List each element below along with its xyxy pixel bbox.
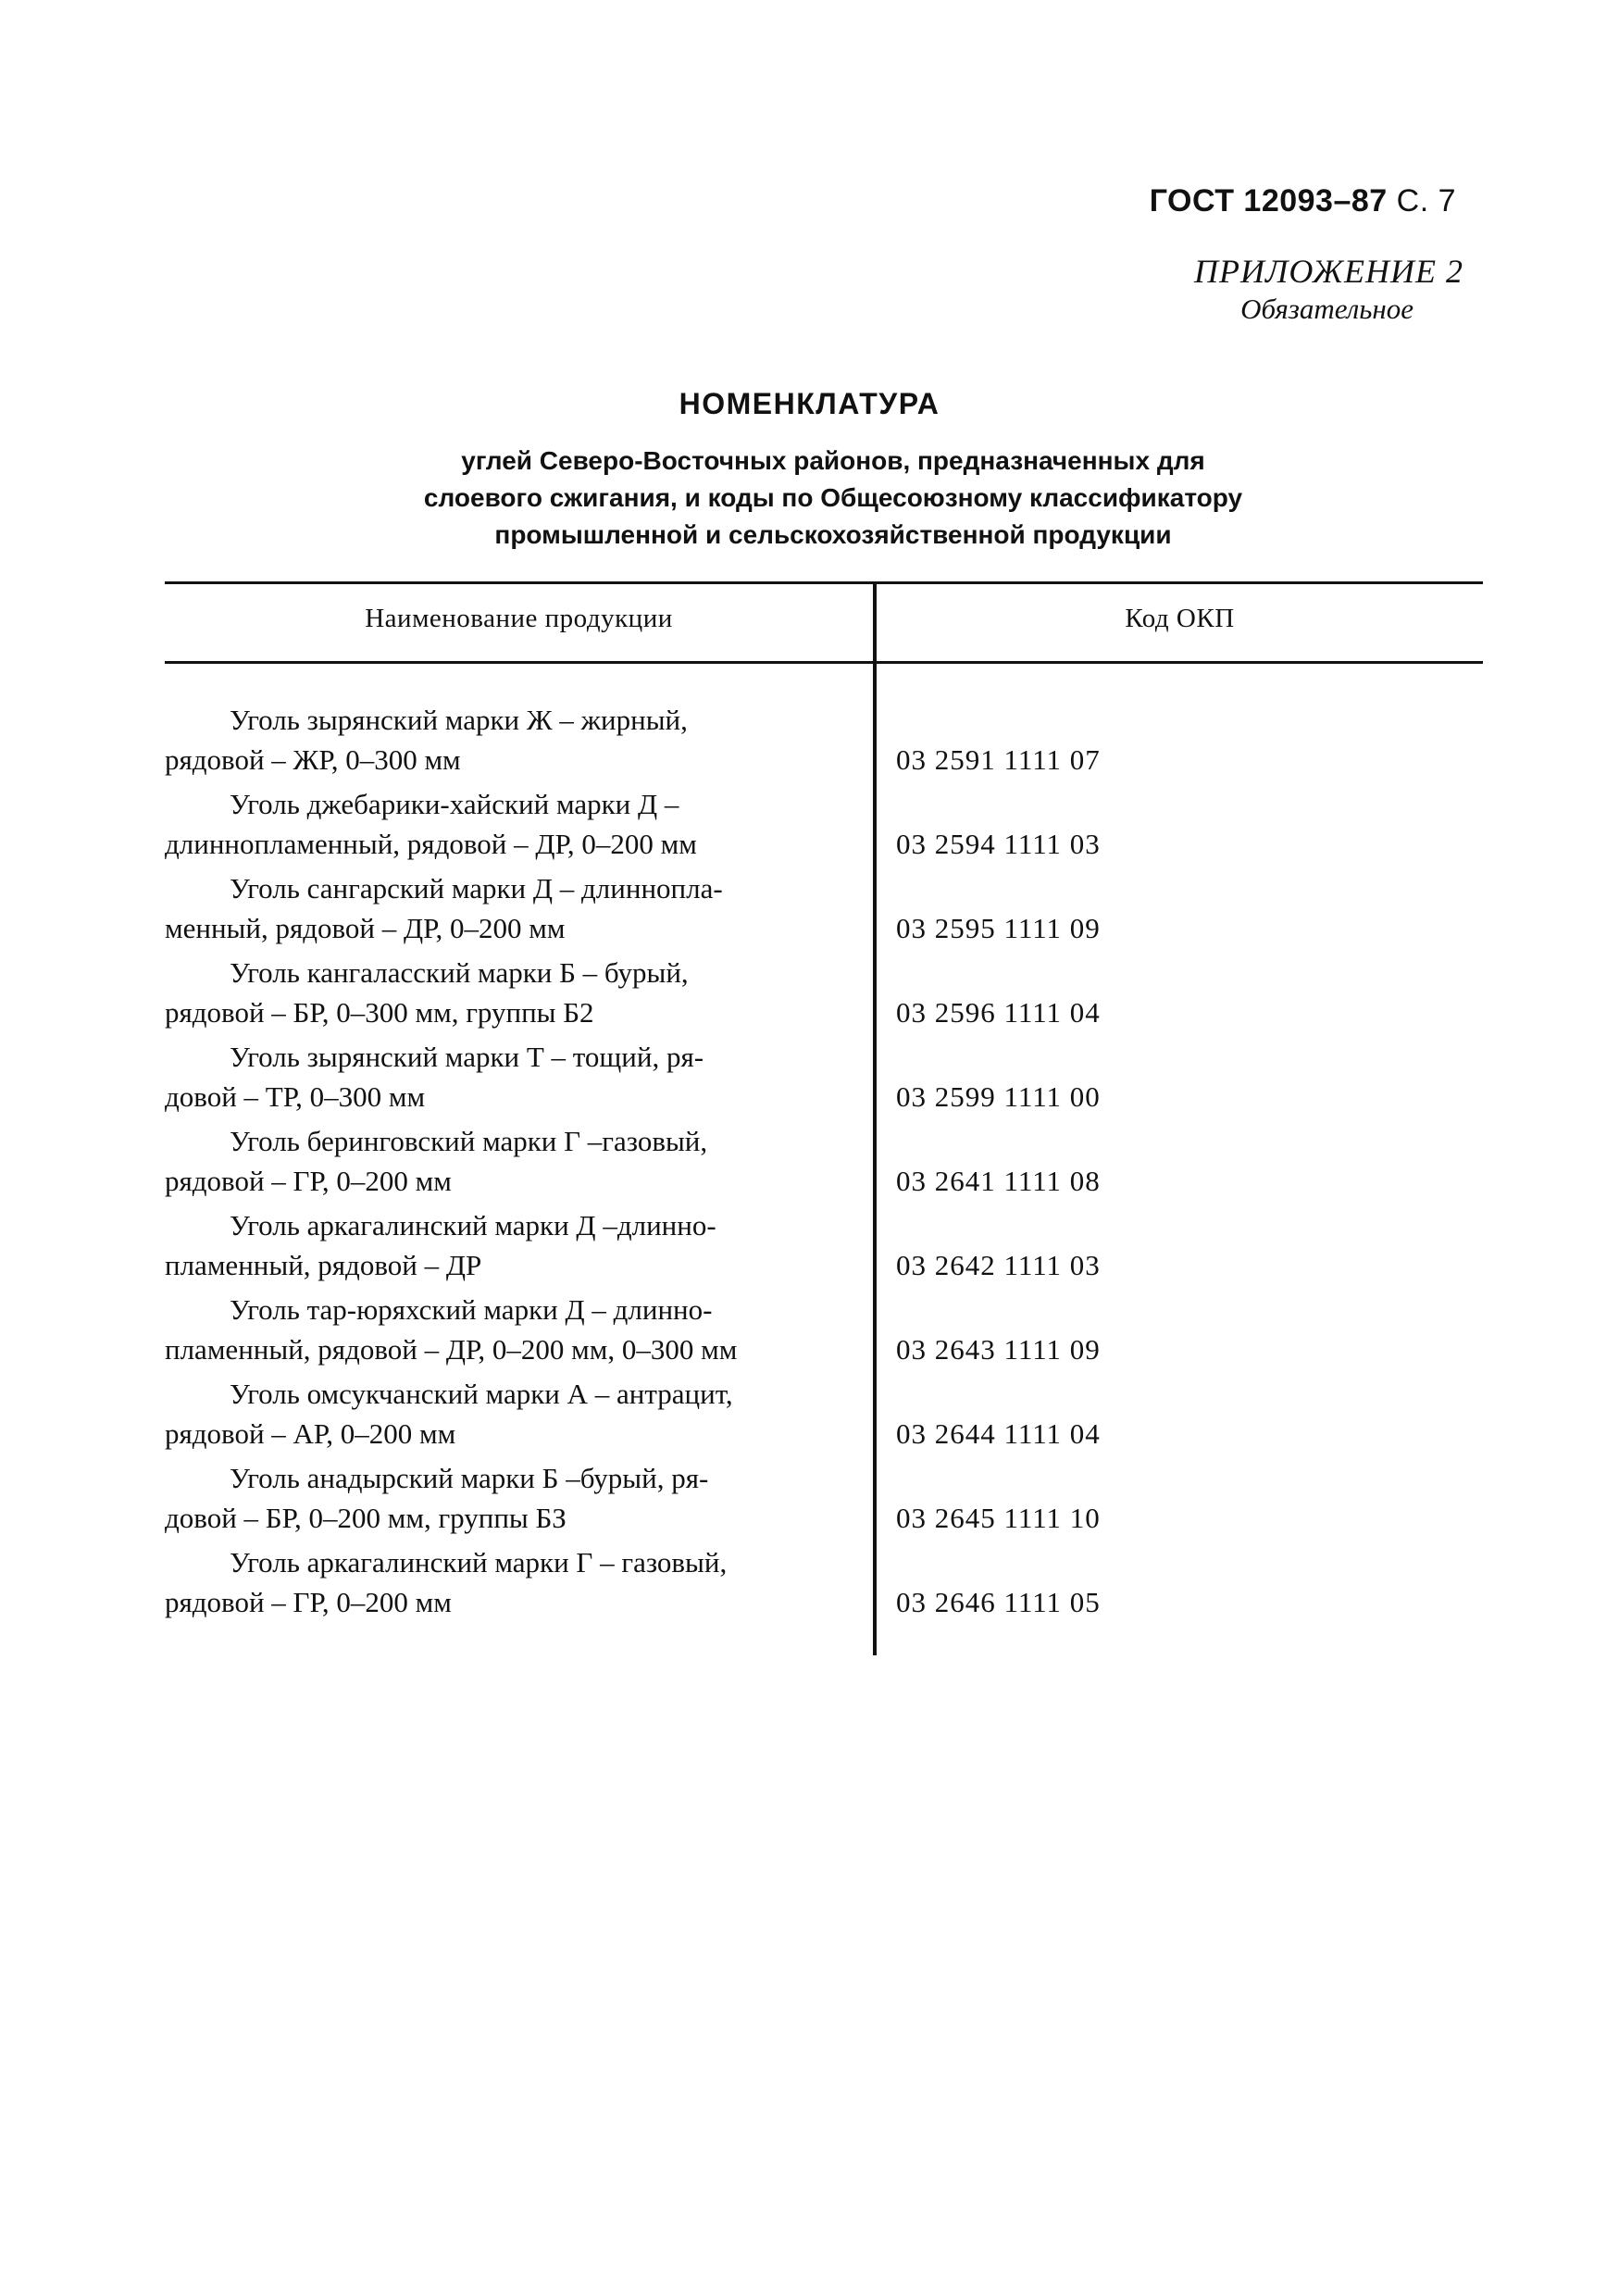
product-name-line: рядовой – ГР, 0–200 мм (165, 1586, 452, 1618)
product-name-line: рядовой – БР, 0–300 мм, группы Б2 (165, 996, 594, 1029)
table-top-rule (165, 581, 1483, 584)
okp-code-cell: 03 2599 1111 00 (896, 1080, 1101, 1113)
product-name-line: пламенный, рядовой – ДР, 0–200 мм, 0–300 мм (165, 1333, 738, 1366)
okp-code-cell: 03 2596 1111 04 (896, 996, 1101, 1029)
product-name-cell (165, 1542, 864, 1622)
product-name-cell (165, 1037, 864, 1117)
appendix-title: ПРИЛОЖЕНИЕ 2 (1194, 253, 1463, 290)
table-row (165, 1205, 1483, 1283)
okp-code-cell: 03 2594 1111 03 (896, 828, 1101, 860)
okp-code-cell: 03 2591 1111 07 (896, 743, 1101, 776)
table-row (165, 1290, 1483, 1367)
document-title: НОМЕНКЛАТУРА (679, 387, 940, 420)
table-row (165, 1121, 1483, 1199)
product-name-cell (165, 784, 864, 864)
product-name-cell (165, 953, 864, 1032)
appendix-subtitle: Обязательное (1240, 293, 1414, 325)
product-name-line: Уголь омсукчанский марки А – антрацит, (230, 1378, 733, 1410)
product-name-cell (165, 1290, 864, 1369)
product-name-line: довой – БР, 0–200 мм, группы БЗ (165, 1502, 567, 1534)
product-name-line: рядовой – АР, 0–200 мм (165, 1417, 456, 1450)
table-header-rule (165, 661, 1483, 664)
product-name-cell (165, 1458, 864, 1538)
okp-code-cell: 03 2646 1111 05 (896, 1586, 1101, 1618)
table-row (165, 1037, 1483, 1115)
product-name-line: пламенный, рядовой – ДР (165, 1249, 482, 1281)
table-row (165, 784, 1483, 862)
product-name-line: рядовой – ЖР, 0–300 мм (165, 743, 461, 776)
product-name-cell (165, 868, 864, 948)
product-name-line: довой – ТР, 0–300 мм (165, 1080, 426, 1113)
okp-code-cell: 03 2645 1111 10 (896, 1502, 1101, 1534)
table-row (165, 953, 1483, 1030)
column-header-okp-code: Код ОКП (1125, 604, 1235, 633)
column-header-product-name: Наименование продукции (365, 604, 673, 633)
document-subtitle (278, 443, 1389, 554)
product-name-line: Уголь зырянский марки Т – тощий, ря- (230, 1041, 704, 1073)
table-row (165, 1374, 1483, 1452)
product-name-line: Уголь сангарский марки Д – длиннопла- (230, 872, 723, 905)
table-row (165, 1542, 1483, 1620)
product-name-line: рядовой – ГР, 0–200 мм (165, 1165, 452, 1197)
nomenclature-table (165, 581, 1483, 1655)
product-name-line: Уголь аркагалинский марки Д –длинно- (230, 1209, 716, 1242)
product-name-line: длиннопламенный, рядовой – ДР, 0–200 мм (165, 828, 697, 860)
okp-code-cell: 03 2643 1111 09 (896, 1333, 1101, 1366)
product-name-cell (165, 700, 864, 780)
product-name-line: Уголь анадырский марки Б –бурый, ря- (230, 1462, 709, 1494)
product-name-cell (165, 1205, 864, 1285)
appendix-label (1075, 252, 1463, 326)
product-name-line: Уголь аркагалинский марки Г – газовый, (230, 1546, 728, 1578)
subtitle-line: углей Северо-Восточных районов, предназначенных для (461, 446, 1205, 475)
page-number: С. 7 (1396, 183, 1456, 218)
product-name-line: Уголь кангаласский марки Б – бурый, (230, 956, 689, 989)
product-name-line: Уголь джебарики-хайский марки Д – (230, 788, 679, 820)
product-name-line: менный, рядовой – ДР, 0–200 мм (165, 912, 566, 944)
table-row (165, 700, 1483, 778)
subtitle-line: промышленной и сельскохозяйственной продукции (494, 520, 1172, 549)
product-name-line: Уголь зырянский марки Ж – жирный, (230, 704, 688, 736)
okp-code-cell: 03 2641 1111 08 (896, 1165, 1101, 1197)
product-name-cell (165, 1374, 864, 1454)
page-header (1150, 183, 1456, 219)
okp-code-cell: 03 2642 1111 03 (896, 1249, 1101, 1281)
table-row (165, 1458, 1483, 1536)
okp-code-cell: 03 2644 1111 04 (896, 1417, 1101, 1450)
product-name-line: Уголь беринговский марки Г –газовый, (230, 1125, 708, 1157)
standard-number: ГОСТ 12093–87 (1149, 183, 1388, 218)
table-row (165, 868, 1483, 946)
subtitle-line: слоевого сжигания, и коды по Общесоюзному классификатору (423, 483, 1243, 512)
okp-code-cell: 03 2595 1111 09 (896, 912, 1101, 944)
product-name-cell (165, 1121, 864, 1201)
product-name-line: Уголь тар-юряхский марки Д – длинно- (230, 1293, 713, 1326)
